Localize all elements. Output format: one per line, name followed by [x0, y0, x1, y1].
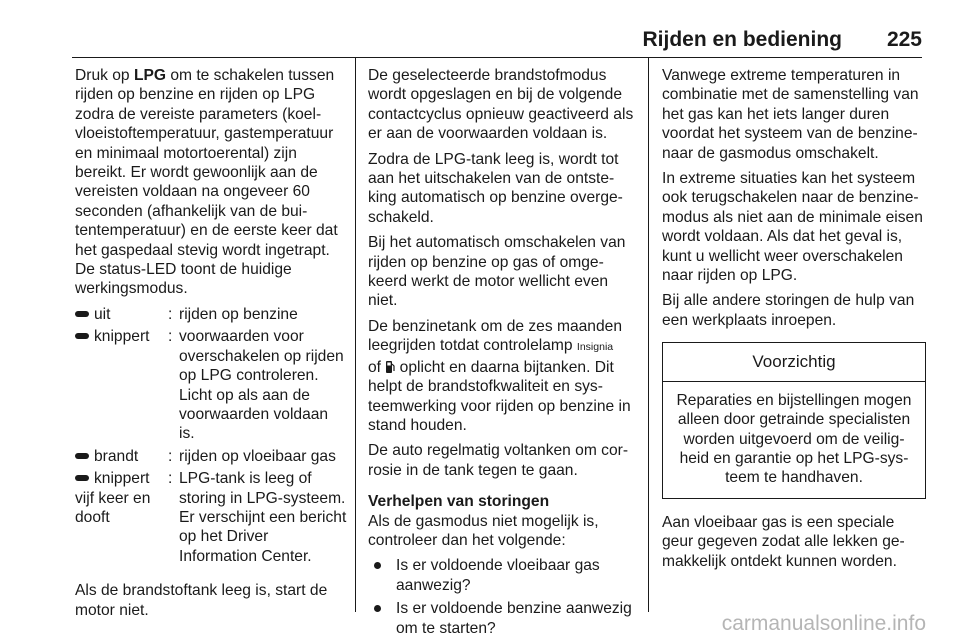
caution-box [662, 342, 926, 498]
text: om te schakelen tussen rijden op benzine en rijden op LPG zodra de vereiste parameters (koelvloeistoftemperatuur, gastemperatuur en minimaal motortoerental) zijn bereikt. Er wordt gewoonlijk aan de vereisten voldaan na ongeveer 60 seconden (afhankelijk van de buitentemperatuur) en de eerste keer dat het gaspedaal stevig wordt ingetrapt. De status-LED toont de huidige werkingsmodus. [75, 67, 338, 298]
list-item [368, 556, 636, 595]
led-state [75, 447, 168, 466]
brand-label: Insignia [576, 341, 614, 354]
troubleshoot-heading: Verhelpen van storingen [368, 493, 550, 511]
paragraph: Aan vloeibaar gas is een speciale geur gegeven zodat alle lekken gemakkelijk ontdekt kunnen worden. [662, 513, 905, 570]
text: Druk op [75, 67, 134, 84]
led-indicator-icon [75, 333, 89, 339]
column-1 [75, 66, 347, 626]
column-divider [355, 58, 356, 612]
led-meaning: LPG-tank is leeg of storing in LPG-systeem. Er verschijnt een bericht op het Driver Information Center. [179, 470, 347, 565]
separator: : [168, 305, 173, 323]
caution-title: Voorzichtig [663, 343, 925, 381]
lpg-key-label: LPG [133, 67, 166, 84]
paragraph: Bij alle andere storingen de hulp van een werkplaats inroepen. [662, 292, 915, 329]
text: of [368, 358, 386, 376]
watermark: carmanualsonline.info [721, 612, 926, 635]
paragraph: Zodra de LPG-tank leeg is, wordt tot aan het uitschakelen van de ontsteking automatisch op benzine overgeschakeld. [368, 150, 623, 226]
led-meaning: voorwaarden voor overschakelen op rijden op LPG controleren. Licht op als aan de voorwaarden voldaan is. [179, 328, 344, 443]
led-indicator-icon [75, 475, 89, 481]
led-state-label: brandt [94, 447, 139, 465]
paragraph: In extreme situaties kan het systeem ook terugschakelen naar de benzinemodus als niet aan de minimale eisen wordt voldaan. Als dat het geval is, kunt u wellicht weer overschakelen naar rijden op LPG. [662, 170, 923, 285]
fuel-pump-icon [385, 360, 395, 374]
list-item-text: Is er voldoende benzine aanwezig om te starten? [396, 600, 632, 637]
led-meaning: rijden op benzine [179, 305, 298, 323]
led-state [75, 305, 168, 324]
caution-text: Reparaties en bijstellingen mogen alleen door getrainde specialisten worden uitgevoerd om de veiligheid en garantie op het LPG-systeem te handhaven. [676, 391, 912, 487]
led-indicator-icon [75, 453, 89, 459]
page-number: 225 [886, 28, 922, 51]
separator: : [168, 328, 173, 346]
led-state-label: uit [94, 305, 111, 323]
bullet-icon [374, 562, 381, 569]
paragraph: De auto regelmatig voltanken om corrosie in de tank tegen te gaan. [368, 442, 629, 479]
page-header [0, 20, 922, 58]
list-item [368, 599, 636, 638]
paragraph: Vanwege extreme temperaturen in combinatie met de samenstelling van het gas kan het iets langer duren voordat het systeem van de benzinenaar de gasmodus omschakelt. [662, 67, 919, 162]
lpg-switch-paragraph [75, 66, 347, 299]
led-state-label: knippert [94, 328, 150, 346]
troubleshoot-intro: Als de gasmodus niet mogelijk is, controleer dan het volgende: [368, 512, 599, 549]
section-title: Rijden en bediening [642, 28, 842, 51]
text: De benzinetank om de zes maanden leegrijden totdat controlelamp [368, 317, 622, 355]
led-status-table [75, 305, 347, 569]
column-2 [368, 66, 636, 642]
column-3 [662, 66, 926, 577]
paragraph: Bij het automatisch omschakelen van rijden op benzine op gas of omgekeerd werkt de motor wellicht even niet. [368, 234, 626, 310]
list-item-text: Is er voldoende vloeibaar gas aanwezig? [396, 557, 600, 594]
led-indicator-icon [75, 311, 89, 317]
led-state-label: knippert vijf keer en dooft [75, 470, 151, 526]
header-rule [72, 57, 922, 58]
led-meaning: rijden op vloeibaar gas [179, 447, 336, 465]
separator: : [168, 447, 173, 465]
bullet-icon [374, 605, 381, 612]
paragraph [368, 317, 636, 435]
text: oplicht en daarna bijtanken. Dit helpt de brandstofkwaliteit en systeemwerking voor rijden op benzine in stand houden. [368, 358, 631, 434]
led-state [75, 327, 168, 443]
paragraph: De geselecteerde brandstofmodus wordt opgeslagen en bij de volgende contactcyclus opnieuw geactiveerd als er aan de voorwaarden voldaan is. [368, 67, 634, 143]
column-divider [648, 58, 649, 612]
separator: : [168, 470, 173, 488]
checklist [368, 556, 636, 638]
empty-tank-paragraph: Als de brandstoftank leeg is, start de motor niet. [75, 582, 328, 619]
led-state [75, 469, 168, 566]
